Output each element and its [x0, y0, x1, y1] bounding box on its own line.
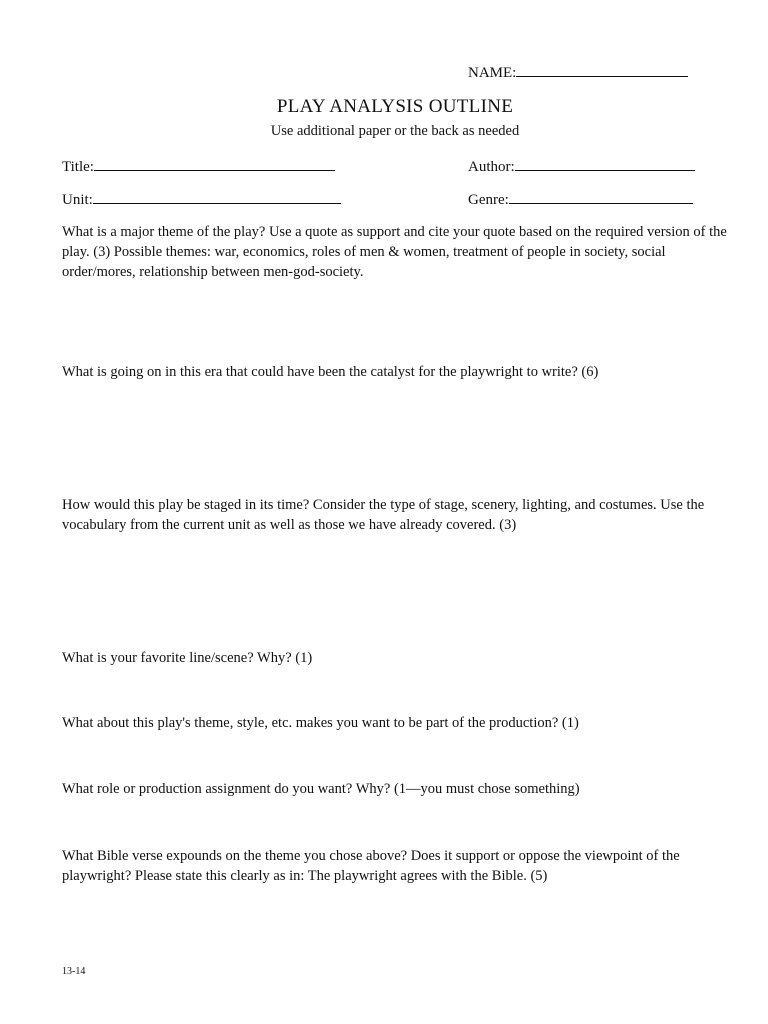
author-blank[interactable]	[515, 156, 695, 171]
unit-label: Unit:	[62, 192, 93, 208]
question-theme: What is a major theme of the play? Use a quote as support and cite your quote based on the required version of the play. (3) Possible themes: war, economics, roles of men & women, treatment of people in society, social order/mores, relationship between men-god-society.	[62, 224, 727, 280]
unit-blank[interactable]	[93, 189, 341, 204]
title-field[interactable]	[62, 156, 335, 176]
question-staging: How would this play be staged in its time? Consider the type of stage, scenery, lighting, and costumes. Use the vocabulary from the current unit as well as those we have already covered. (3)	[62, 497, 705, 533]
page-subtitle: Use additional paper or the back as needed	[270, 123, 520, 139]
author-field[interactable]	[468, 156, 695, 176]
author-label: Author:	[468, 159, 515, 175]
name-field[interactable]	[468, 62, 688, 82]
title-label: Title:	[62, 159, 94, 175]
genre-field[interactable]	[468, 189, 693, 209]
question-era-catalyst: What is going on in this era that could have been the catalyst for the playwright to write? (6)	[62, 364, 599, 380]
question-role-assignment: What role or production assignment do you want? Why? (1—you must chose something)	[62, 781, 580, 797]
name-label: NAME:	[468, 65, 517, 81]
page-title: PLAY ANALYSIS OUTLINE	[276, 96, 514, 117]
question-bible-verse: What Bible verse expounds on the theme you chose above? Does it support or oppose the viewpoint of the playwright? Please state this clearly as in: The playwright agrees with the Bible. (5)	[62, 848, 680, 884]
genre-blank[interactable]	[509, 189, 693, 204]
footer-code: 13-14	[62, 966, 86, 977]
title-blank[interactable]	[94, 156, 335, 171]
genre-label: Genre:	[468, 192, 509, 208]
unit-field[interactable]	[62, 189, 341, 209]
name-blank[interactable]	[516, 62, 688, 77]
question-production-interest: What about this play's theme, style, etc. makes you want to be part of the production? (1)	[62, 715, 579, 731]
question-favorite-line: What is your favorite line/scene? Why? (1)	[62, 650, 313, 666]
